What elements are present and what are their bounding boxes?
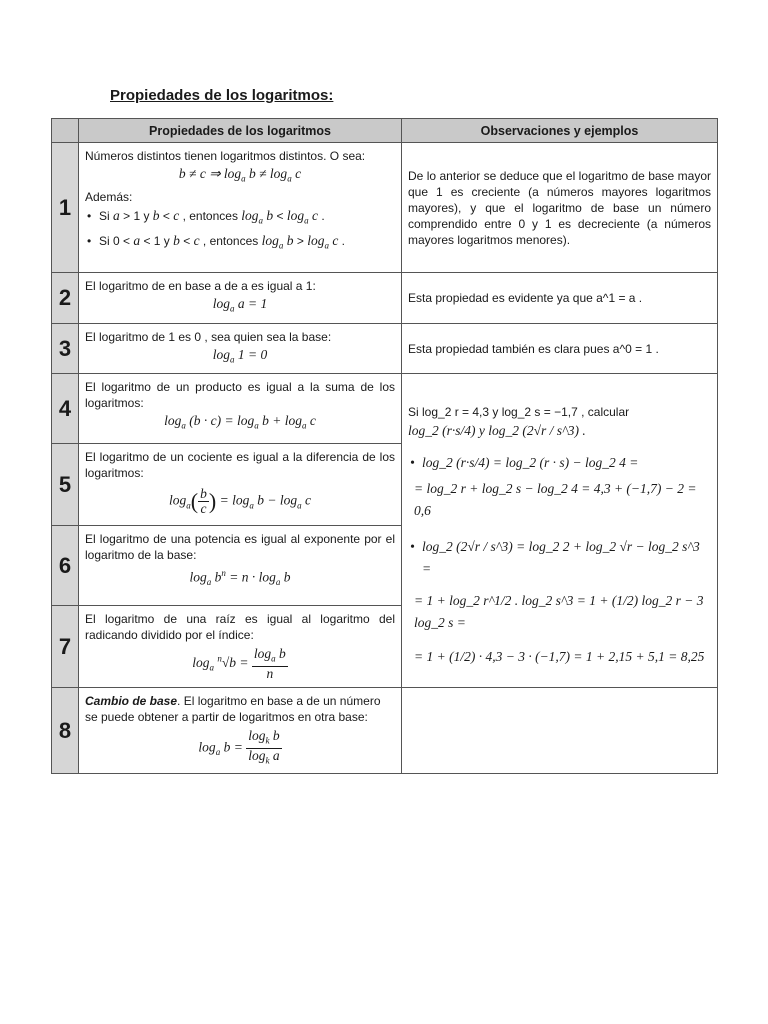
properties-table <box>51 118 718 774</box>
property-cell <box>79 526 402 606</box>
observation-text: De lo anterior se deduce que el logaritmo de base mayor que 1 es creciente (a números mayores logaritmos mayores), y que el logaritmo de base un número comprendido entre 0 y 1 es decreciente (a números mayores logaritmos menores). <box>408 168 711 247</box>
property-text: El logaritmo de en base a de a es igual a 1: <box>85 279 316 293</box>
example-step: = log_2 r + log_2 s − log_2 4 = 4,3 + (−1,7) − 2 = 0,6 <box>414 481 697 519</box>
header-observations: Observaciones y ejemplos <box>402 119 718 143</box>
page-title: Propiedades de los logaritmos: <box>110 87 334 104</box>
table-row <box>52 273 718 324</box>
property-formula: $\log_a b$ = $\frac{\log_k b}{\log_k a}$ <box>198 728 280 766</box>
row-number: 5 <box>52 444 79 526</box>
row-number: 2 <box>52 273 79 324</box>
property-text: El logaritmo de una raíz es igual al logaritmo del radicando dividido por el índice: <box>85 612 395 643</box>
table-row <box>52 323 718 374</box>
property-cell <box>79 606 402 688</box>
table-row <box>52 688 718 773</box>
observation-cell <box>402 143 718 273</box>
property-formula: $\log_a a = 1$ <box>212 296 268 314</box>
header-spacer <box>52 119 79 143</box>
observation-cell <box>402 273 718 324</box>
property-cell <box>79 688 402 773</box>
table-header-row <box>52 119 718 143</box>
property-bullet: • Si a > 1 y b < c , entonces $\log_a b < \log_a c$ . <box>85 208 395 229</box>
property-formula: $\log_a 1 = 0$ <box>212 346 268 365</box>
property-formula: $\log_a ^n√b$ = $\frac{\log_a b}{n}$ <box>192 646 286 682</box>
observation-text: Esta propiedad también es clara pues a^0 = 1 . <box>408 341 659 356</box>
property-text: Números distintos tienen logaritmos distintos. O sea: <box>85 149 366 163</box>
property-formula: $\log_a b^n = n \cdot \log_a b$ <box>189 568 291 588</box>
observation-cell <box>402 688 718 773</box>
row-number: 4 <box>52 374 79 444</box>
observation-cell <box>402 323 718 374</box>
property-formula: $\log_a$( $\frac{b}{c}$ ) = $\log_a b - \log_a c$ <box>169 486 311 517</box>
property-text: El logaritmo de un cociente es igual a la diferencia de los logaritmos: <box>85 450 395 481</box>
property-extra-label: Además: <box>85 189 133 204</box>
property-formula: $\log_a (b \cdot c) = \log_a b + \log_a c$ <box>164 413 316 432</box>
table-row <box>52 374 718 444</box>
property-text: El logaritmo de 1 es 0 , sea quien sea la base: <box>85 329 332 344</box>
example-step: = 1 + log_2 r^1/2 . log_2 s^3 = 1 + (1/2) log_2 r − 3 log_2 s = <box>414 593 704 631</box>
property-cell <box>79 323 402 374</box>
row-number: 8 <box>52 688 79 773</box>
header-properties: Propiedades de los logaritmos <box>79 119 402 143</box>
observation-text: Esta propiedad es evidente ya que a^1 = a . <box>408 290 643 305</box>
row-number: 1 <box>52 143 79 273</box>
example-targets: log_2 (r·s/4) y log_2 (2√r / s^3) . <box>408 423 586 439</box>
row-number: 6 <box>52 526 79 606</box>
property-text-bold: Cambio de base <box>85 694 178 709</box>
property-text-rest: . El logaritmo en base a de un número se puede obtener a partir de logaritmos en otra base: <box>85 694 381 725</box>
property-text: El logaritmo de un producto es igual a la suma de los logaritmos: <box>85 380 395 411</box>
property-formula: b ≠ c ⇒ $\log_a b \ne \log_a c$ <box>178 166 302 184</box>
property-cell <box>79 374 402 444</box>
example-step: = 1 + (1/2) · 4,3 − 3 · (−1,7) = 1 + 2,15 + 5,1 = 8,25 <box>414 649 705 665</box>
property-cell <box>79 273 402 324</box>
property-bullet: • Si 0 < a < 1 y b < c , entonces $\log_a b > \log_a c$ . <box>85 233 395 254</box>
row-number: 3 <box>52 323 79 374</box>
example-step: • log_2 (2√r / s^3) = log_2 2 + log_2 √r − log_2 s^3 = <box>408 536 711 580</box>
example-cell <box>402 374 718 688</box>
property-cell <box>79 444 402 526</box>
property-text: El logaritmo de una potencia es igual al exponente por el logaritmo de la base: <box>85 532 395 563</box>
property-cell <box>79 143 402 273</box>
table-row <box>52 143 718 273</box>
example-step: • log_2 (r·s/4) = log_2 (r · s) − log_2 4 = <box>408 452 711 474</box>
example-intro: Si log_2 r = 4,3 y log_2 s = −1,7 , calcular <box>408 405 630 420</box>
row-number: 7 <box>52 606 79 688</box>
property-text <box>85 693 395 725</box>
